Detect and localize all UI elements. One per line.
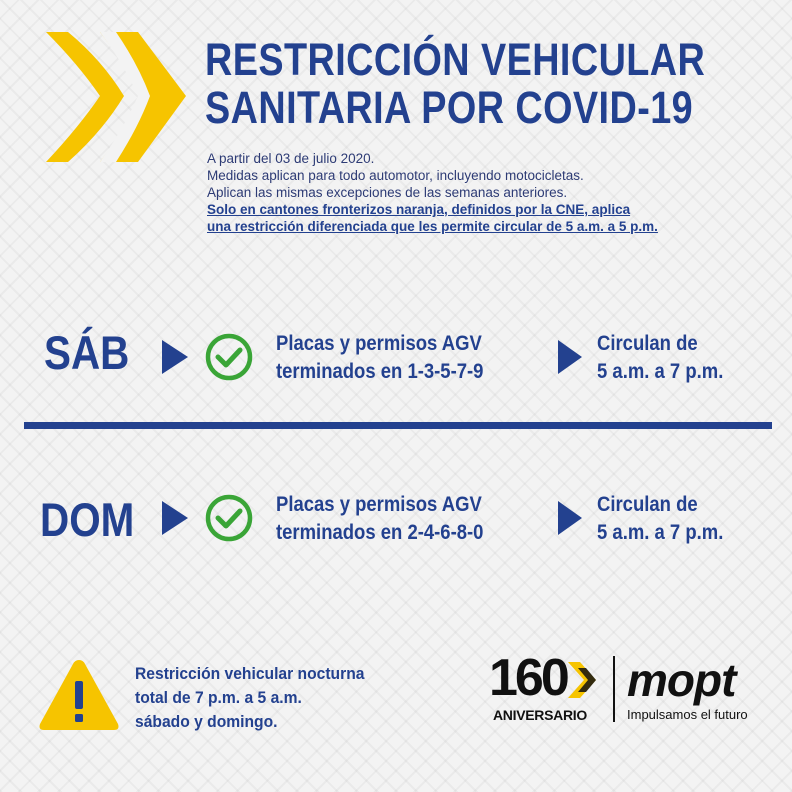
anniversary-number: 160 [489, 649, 567, 707]
intro-line: A partir del 03 de julio 2020. [207, 151, 375, 166]
triangle-right-icon [160, 338, 190, 376]
warning-triangle-icon [36, 654, 122, 734]
night-restriction-notice: Restricción vehicular nocturna total de 7 p.m. a 5 a.m. sábado y domingo. [135, 664, 365, 731]
double-chevron-icon [38, 24, 198, 174]
brand-slogan: Impulsamos el futuro [627, 707, 748, 722]
day-label-sab: SÁB [44, 326, 130, 379]
hours-text-sab: Circulan de 5 a.m. a 7 p.m. [597, 332, 724, 383]
intro-line: Medidas aplican para todo automotor, incluyendo motocicletas. [207, 168, 584, 183]
section-divider [24, 422, 772, 429]
plates-text-sab: Placas y permisos AGV terminados en 1-3-5-7-9 [276, 332, 484, 383]
double-chevron-icon [566, 660, 602, 700]
intro-highlight-line: Solo en cantones fronterizos naranja, definidos por la CNE, aplica [207, 202, 631, 217]
logo-divider [613, 656, 615, 722]
intro-text [207, 150, 658, 235]
mopt-logo: mopt [627, 654, 736, 706]
hours-text-dom: Circulan de 5 a.m. a 7 p.m. [597, 493, 724, 544]
intro-highlight-line: una restricción diferenciada que les permite circular de 5 a.m. a 5 p.m. [207, 219, 658, 234]
triangle-right-icon [160, 499, 190, 537]
check-circle-icon [204, 493, 254, 543]
day-label-dom: DOM [40, 493, 135, 546]
anniversary-label: ANIVERSARIO [493, 707, 587, 723]
check-circle-icon [204, 332, 254, 382]
triangle-right-icon [556, 338, 584, 376]
intro-line: Aplican las mismas excepciones de las semanas anteriores. [207, 185, 568, 200]
plates-text-dom: Placas y permisos AGV terminados en 2-4-6-8-0 [276, 493, 484, 544]
page-title: RESTRICCIÓN VEHICULAR SANITARIA POR COVID-19 [205, 34, 706, 133]
triangle-right-icon [556, 499, 584, 537]
